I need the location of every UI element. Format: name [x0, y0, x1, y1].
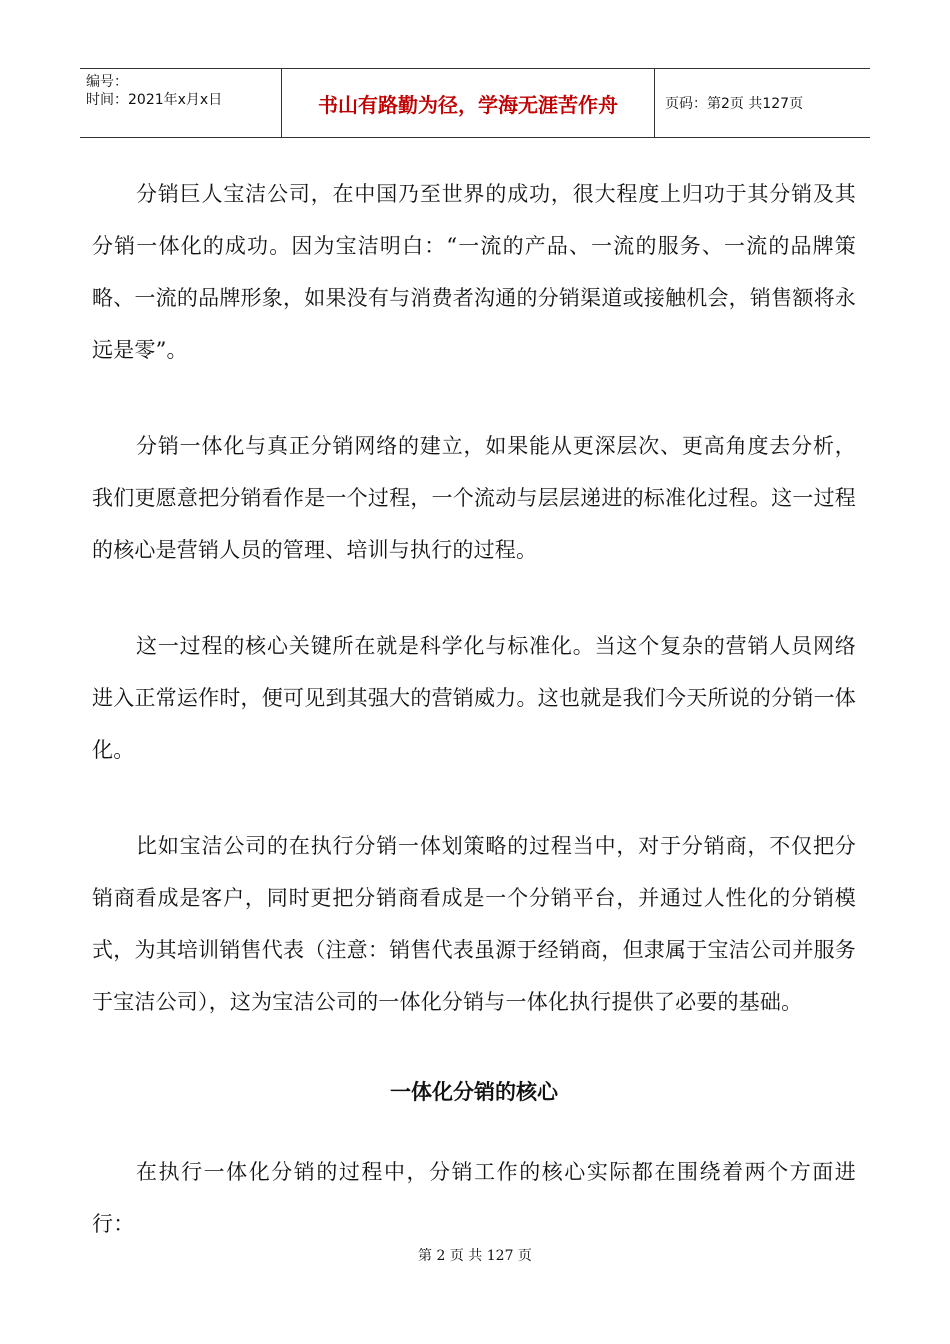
header-page-info: 页码：第2页 共127页: [665, 96, 804, 112]
paragraph-2: 分销一体化与真正分销网络的建立，如果能从更深层次、更高角度去分析，我们更愿意把分销看作是一个过程，一个流动与层层递进的标准化过程。这一过程的核心是营销人员的管理、培训与执行的过程。: [92, 434, 856, 562]
date-line: 时间：2021年x月x日: [86, 92, 223, 108]
paragraph-1: 分销巨人宝洁公司，在中国乃至世界的成功，很大程度上归功于其分销及其分销一体化的成功。因为宝洁明白：“一流的产品、一流的服务、一流的品牌策略、一流的品牌形象，如果没有与消费者沟通的分销渠道或接触机会，销售额将永远是零”。: [92, 182, 856, 362]
section-heading: 一体化分销的核心: [390, 1080, 558, 1104]
paragraph-5: 在执行一体化分销的过程中，分销工作的核心实际都在围绕着两个方面进行：: [92, 1160, 856, 1236]
header-motto: 书山有路勤为径，学海无涯苦作舟: [281, 69, 655, 137]
page-footer: 第 2 页 共 127 页: [418, 1248, 532, 1264]
page-header: [80, 68, 870, 138]
document-body: [92, 168, 856, 1294]
paragraph-4: 比如宝洁公司的在执行分销一体划策略的过程当中，对于分销商，不仅把分销商看成是客户，同时更把分销商看成是一个分销平台，并通过人性化的分销模式，为其培训销售代表（注意：销售代表虽源于经销商，但隶属于宝洁公司并服务于宝洁公司），这为宝洁公司的一体化分销与一体化执行提供了必要的基础。: [92, 834, 856, 1014]
number-label: 编号：: [86, 74, 128, 90]
header-meta: [80, 69, 281, 137]
paragraph-3: 这一过程的核心关键所在就是科学化与标准化。当这个复杂的营销人员网络进入正常运作时，便可见到其强大的营销威力。这也就是我们今天所说的分销一体化。: [92, 634, 856, 762]
